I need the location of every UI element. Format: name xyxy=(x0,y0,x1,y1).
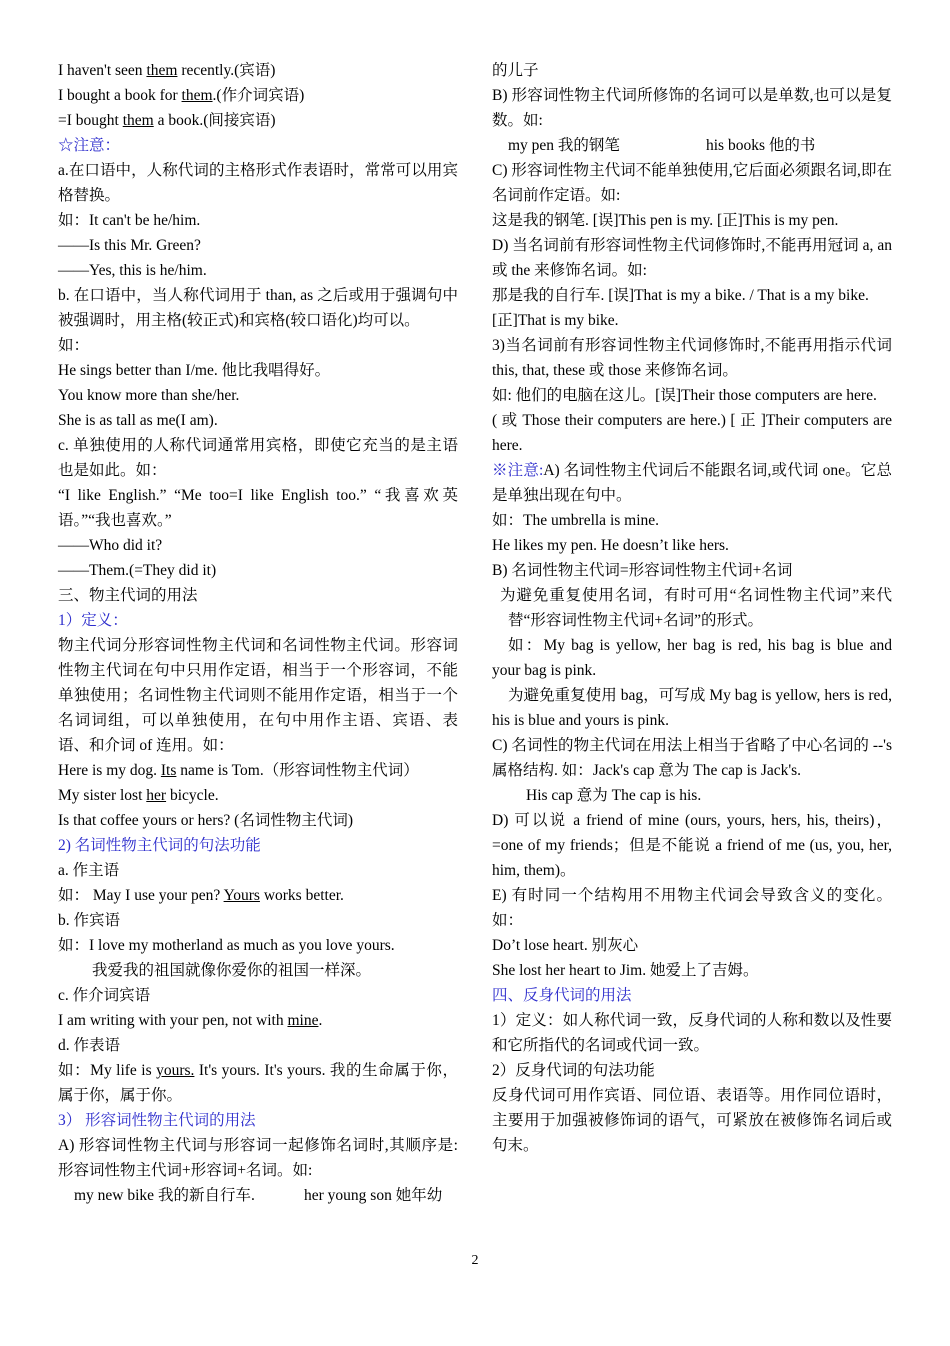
example-paragraph: 这是我的钢笔. [误]This pen is my. [正]This is my pen. xyxy=(492,212,839,229)
example-line: Do’t lose heart. 别灰心 xyxy=(492,937,639,954)
paragraph: c. 单独使用的人称代词通常用宾格，即使它充当的是主语也是如此。如： xyxy=(58,437,458,479)
paragraph: 物主代词分形容词性物主代词和名词性物主代词。形容词性物主代词在句中只用作定语，相当于一个形容词，不能单独使用；名词性物主代词则不能用作定语，相当于一个名词词组，可以单独使用，在句中用作主语、宾语、表语、和介词 of 连用。如： xyxy=(58,637,458,754)
example-paragraph: 如：My life is yours. It's yours. It's yours. 我的生命属于你，属于你，属于你。 xyxy=(58,1062,458,1104)
example-line: He sings better than I/me. 他比我唱得好。 xyxy=(58,362,331,379)
paragraph: B) 形容词性物主代词所修饰的名词可以是单数,也可以是复数。如: xyxy=(492,87,892,129)
text-line: 的儿子 xyxy=(492,62,539,79)
paragraph: C) 名词性的物主代词在用法上相当于省略了中心名词的 --'s 属格结构. 如：Jack's cap 意为 The cap is Jack's. xyxy=(492,737,892,779)
example-line: my pen 我的钢笔 his books 他的书 xyxy=(508,137,816,154)
example-line: ——Is this Mr. Green? xyxy=(58,237,201,254)
example-line: 如： xyxy=(58,337,90,354)
section-heading: 三、物主代词的用法 xyxy=(58,587,198,604)
example-line: He likes my pen. He doesn’t like hers. xyxy=(492,537,729,554)
paragraph: 1）定义：如人称代词一致，反身代词的人称和数以及性要和它所指代的名词或代词一致。 xyxy=(492,1012,892,1054)
list-item: b. 作宾语 xyxy=(58,912,121,929)
example-line: ——Who did it? xyxy=(58,537,163,554)
example-line: She is as tall as me(I am). xyxy=(58,412,218,429)
example-line: 如：I love my motherland as much as you love yours. xyxy=(58,937,395,954)
example-line: His cap 意为 The cap is his. xyxy=(526,787,702,804)
page-number: 2 xyxy=(471,1253,479,1268)
example-line: my new bike 我的新自行车. her young son 她年幼 xyxy=(74,1187,443,1204)
example-line: 如：The umbrella is mine. xyxy=(492,512,660,529)
example-line: ——Them.(=They did it) xyxy=(58,562,217,579)
example-line: You know more than she/her. xyxy=(58,387,240,404)
example-line: 我爱我的祖国就像你爱你的祖国一样深。 xyxy=(92,962,372,979)
paragraph: D) 当名词前有形容词性物主代词修饰时,不能再用冠词 a, an 或 the 来修饰名词。如: xyxy=(492,237,892,279)
paragraph: b. 在口语中，当人称代词用于 than, as 之后或用于强调句中被强调时，用主格(较正式)和宾格(较口语化)均可以。 xyxy=(58,287,458,329)
note-paragraph: ※注意:A) 名词性物主代词后不能跟名词,或代词 one。它总是单独出现在句中。 xyxy=(492,462,892,504)
paragraph: D) 可以说 a friend of mine (ours, yours, hers, his, theirs)，=one of my friends；但是不能说 a friend of me (us, you, her, him, them)。 xyxy=(492,812,892,879)
example-paragraph: 那是我的自行车. [误]That is my a bike. / That is a my bike. xyxy=(492,287,869,304)
text-line: B) 名词性物主代词=形容词性物主代词+名词 xyxy=(492,562,793,579)
left-column xyxy=(58,58,458,1208)
paragraph: a.在口语中，人称代词的主格形式作表语时，常常可以用宾格替换。 xyxy=(58,162,458,204)
list-item: c. 作介词宾语 xyxy=(58,987,151,1004)
text-line: 2）反身代词的句法功能 xyxy=(492,1062,655,1079)
paragraph: 反身代词可用作宾语、同位语、表语等。用作同位语时，主要用于加强被修饰词的语气，可紧放在被修饰名词后或句末。 xyxy=(492,1087,892,1154)
subheading: 3） 形容词性物主代词的用法 xyxy=(58,1112,256,1129)
example-paragraph: ( 或 Those their computers are here.) [ 正 ]Their computers are here. xyxy=(492,412,892,454)
example-paragraph: 为避免重复使用 bag，可写成 My bag is yellow, hers is red, his is blue and yours is pink. xyxy=(492,687,892,729)
text-line: I bought a book for them.(作介词宾语) xyxy=(58,87,305,104)
example-line: She lost her heart to Jim. 她爱上了吉姆。 xyxy=(492,962,759,979)
paragraph: “I like English.” “Me too=I like English too.” “我喜欢英语。”“我也喜欢。” xyxy=(58,487,458,529)
paragraph: 3)当名词前有形容词性物主代词修饰时,不能再用指示代词 this, that, these 或 those 来修饰名词。 xyxy=(492,337,892,379)
example-line: Here is my dog. Its name is Tom.（形容词性物主代词） xyxy=(58,762,419,779)
example-line: Is that coffee yours or hers? (名词性物主代词) xyxy=(58,812,354,829)
section-heading: 四、反身代词的用法 xyxy=(492,987,632,1004)
example-paragraph: 如：My bag is yellow, her bag is red, his bag is blue and your bag is pink. xyxy=(492,637,892,679)
example-line: [正]That is my bike. xyxy=(492,312,619,329)
list-item: d. 作表语 xyxy=(58,1037,121,1054)
example-paragraph: 如: 他们的电脑在这儿。[误]Their those computers are here. xyxy=(492,387,877,404)
paragraph: A) 形容词性物主代词与形容词一起修饰名词时,其顺序是:形容词性物主代词+形容词+名词。如: xyxy=(58,1137,458,1179)
paragraph: 为避免重复使用名词，有时可用“名词性物主代词”来代替“形容词性物主代词+名词”的形式。 xyxy=(500,587,892,629)
subheading: 2) 名词性物主代词的句法功能 xyxy=(58,837,261,854)
example-line: ——Yes, this is he/him. xyxy=(58,262,207,279)
paragraph: E) 有时同一个结构用不用物主代词会导致含义的变化。如： xyxy=(492,887,892,929)
example-line: I am writing with your pen, not with mine. xyxy=(58,1012,323,1029)
example-line: My sister lost her bicycle. xyxy=(58,787,219,804)
list-item: a. 作主语 xyxy=(58,862,120,879)
note-heading: ☆注意： xyxy=(58,137,121,154)
subheading: 1）定义： xyxy=(58,612,128,629)
right-column xyxy=(492,58,892,1158)
paragraph: C) 形容词性物主代词不能单独使用,它后面必须跟名词,即在名词前作定语。如: xyxy=(492,162,892,204)
text-line: =I bought them a book.(间接宾语) xyxy=(58,112,276,129)
example-line: 如：It can't be he/him. xyxy=(58,212,201,229)
text-line: I haven't seen them recently.(宾语) xyxy=(58,62,276,79)
example-line: 如： May I use your pen? Yours works better. xyxy=(58,887,344,904)
